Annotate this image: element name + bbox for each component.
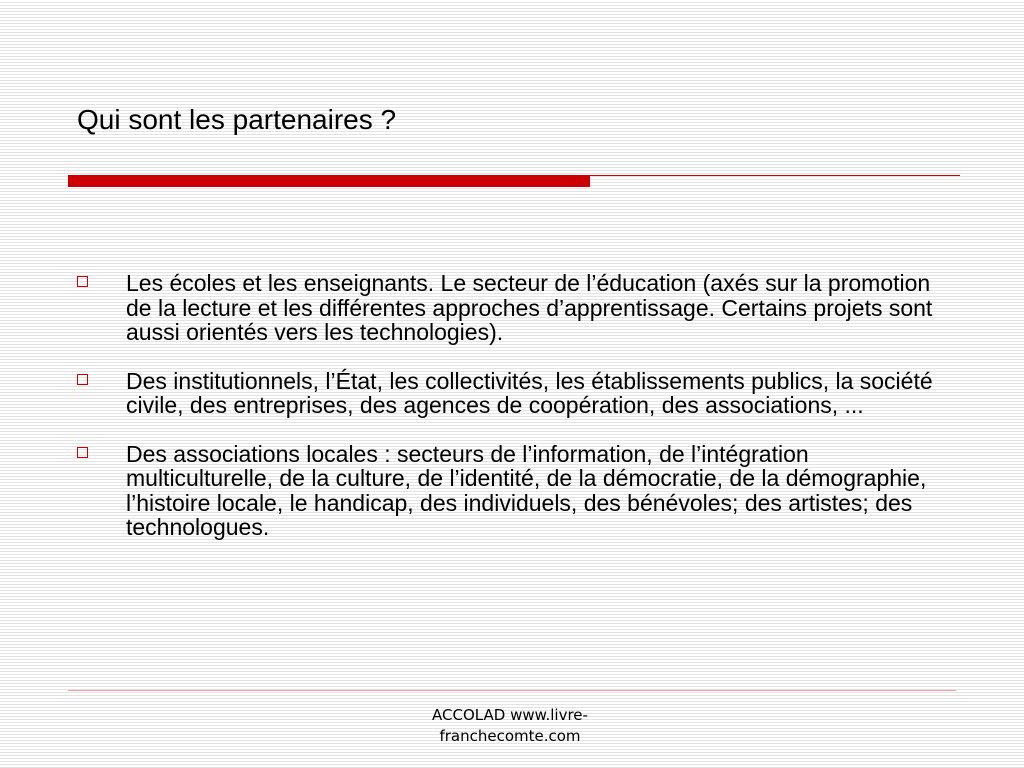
title-underline-thin xyxy=(590,175,960,176)
footer-divider xyxy=(68,690,956,691)
bullet-list xyxy=(77,271,947,564)
slide-title: Qui sont les partenaires ? xyxy=(77,104,397,135)
bullet-text: Les écoles et les enseignants. Le secteur de l’éducation (axés sur la promotion de la lecture et les différentes approches d’apprentissage. Certains projets sont aussi orientés vers les technologies). xyxy=(126,270,933,345)
bullet-item xyxy=(77,369,947,418)
bullet-text: Des associations locales : secteurs de l’information, de l’intégration multiculturelle, de la culture, de l’identité, de la démocratie, de la démographie, l’histoire locale, le handicap, des individuels, des bénévoles; des artistes; des technologues. xyxy=(126,440,927,540)
hollow-square-icon xyxy=(77,276,88,287)
footer-text: ACCOLAD www.livre-franchecomte.com xyxy=(432,706,588,745)
bullet-item xyxy=(77,271,947,345)
hollow-square-icon xyxy=(77,374,88,385)
hollow-square-icon xyxy=(77,447,88,458)
bullet-text: Des institutionnels, l’État, les collectivités, les établissements publics, la société civile, des entreprises, des agences de coopération, des associations, ... xyxy=(126,367,933,418)
bullet-item xyxy=(77,442,947,540)
title-underline-thick xyxy=(68,175,590,187)
